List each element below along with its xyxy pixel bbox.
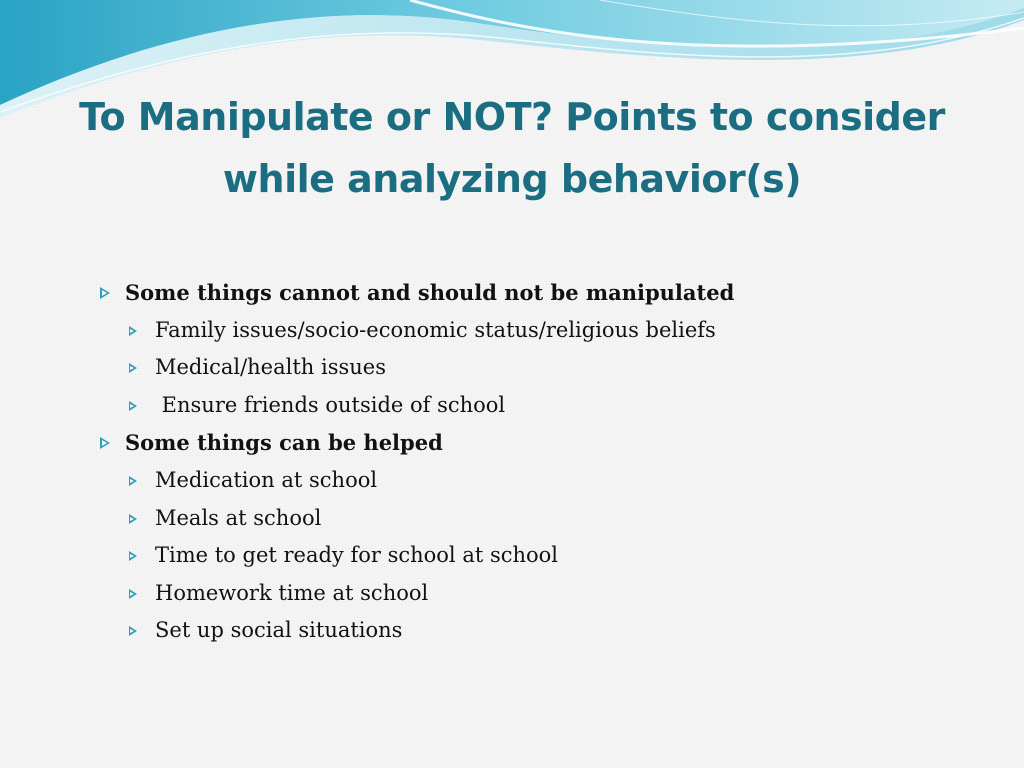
- slide-title: [0, 86, 1024, 210]
- arrow-bullet-icon: [129, 551, 137, 561]
- slide-title-line-1: To Manipulate or NOT? Points to consider: [79, 95, 945, 139]
- sub-bullet-label: Ensure friends outside of school: [155, 392, 506, 417]
- arrow-bullet-icon: [129, 589, 137, 599]
- sub-bullet-item: [100, 612, 980, 650]
- arrow-bullet-icon: [129, 626, 137, 636]
- sub-bullet-item: [100, 387, 980, 425]
- arrow-bullet-icon: [100, 437, 110, 449]
- sub-bullet-item: [100, 349, 980, 387]
- bullet-item-cannot-manipulate: [100, 274, 980, 312]
- sub-bullet-label: Family issues/socio-economic status/religious beliefs: [155, 317, 716, 342]
- arrow-bullet-icon: [129, 514, 137, 524]
- sub-bullet-label: Homework time at school: [155, 580, 429, 605]
- arrow-bullet-icon: [100, 287, 110, 299]
- sub-bullet-label: Time to get ready for school at school: [155, 543, 559, 568]
- slide-title-line-2: while analyzing behavior(s): [222, 157, 802, 201]
- arrow-bullet-icon: [129, 326, 137, 336]
- bullet-item-can-be-helped: [100, 424, 980, 462]
- sub-bullet-label: Set up social situations: [155, 618, 403, 643]
- sub-bullet-item: [100, 575, 980, 613]
- bullet-list: [100, 274, 980, 650]
- sub-bullet-item: [100, 312, 980, 350]
- bullet-label: Some things cannot and should not be manipulated: [125, 280, 735, 305]
- sub-bullet-item: [100, 462, 980, 500]
- sub-bullet-label: Medication at school: [155, 467, 378, 492]
- sub-bullet-label: Medical/health issues: [155, 355, 386, 380]
- sub-bullet-item: [100, 537, 980, 575]
- sub-bullet-label: Meals at school: [155, 505, 322, 530]
- arrow-bullet-icon: [129, 476, 137, 486]
- arrow-bullet-icon: [129, 363, 137, 373]
- bullet-label: Some things can be helped: [125, 430, 443, 456]
- arrow-bullet-icon: [129, 401, 137, 411]
- sub-bullet-item: [100, 500, 980, 538]
